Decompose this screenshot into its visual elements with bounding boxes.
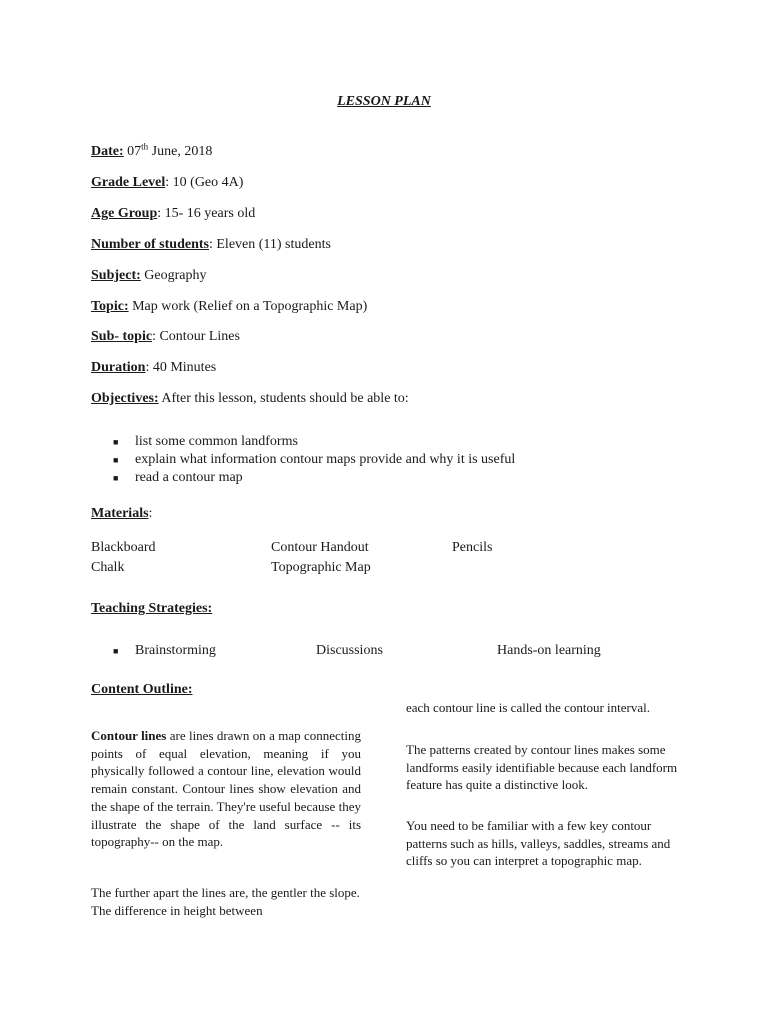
subject-label: Subject:	[91, 268, 141, 283]
date-field	[91, 143, 212, 161]
materials-label: Materials	[91, 506, 149, 521]
subject-value: Geography	[140, 268, 207, 283]
objectives-field	[91, 390, 409, 408]
content-paragraph: The further apart the lines are, the gentler the slope. The difference in height between	[91, 885, 360, 918]
content-paragraph: You need to be familiar with a few key contour patterns such as hills, valleys, saddles, streams and cliffs so you can interpret a topographic map.	[406, 818, 671, 869]
number-of-students-label: Number of students	[91, 237, 209, 252]
materials-heading	[91, 505, 152, 523]
material-item: Chalk	[91, 560, 125, 575]
material-item: Topographic Map	[271, 560, 371, 575]
strategy-item: Hands-on learning	[497, 643, 601, 658]
page-title: LESSON PLAN	[337, 94, 431, 109]
list-item-text: list some common landforms	[135, 434, 298, 449]
objectives-intro: After this lesson, students should be able to:	[158, 391, 409, 406]
date-label: Date:	[91, 144, 124, 159]
date-suffix: th	[141, 141, 149, 152]
subject-field	[91, 267, 206, 285]
bullet-icon: ■	[113, 473, 119, 483]
material-item: Blackboard	[91, 540, 156, 555]
grade-level-value: : 10 (Geo 4A)	[165, 175, 244, 190]
material-item: Pencils	[452, 540, 493, 555]
grade-level-field	[91, 174, 243, 192]
teaching-strategies-label: Teaching Strategies:	[91, 601, 213, 616]
contour-lines-term: Contour lines	[91, 728, 167, 743]
topic-label: Topic:	[91, 299, 129, 314]
objectives-label: Objectives:	[91, 391, 159, 406]
duration-value: : 40 Minutes	[145, 360, 217, 375]
content-paragraph: The patterns created by contour lines makes some landforms easily identifiable because each landform feature has quite a distinctive look.	[406, 742, 678, 793]
content-paragraph: each contour line is called the contour interval.	[406, 700, 651, 715]
content-outline-heading	[91, 681, 193, 699]
duration-label: Duration	[91, 360, 146, 375]
sub-topic-label: Sub- topic	[91, 329, 153, 344]
strategy-item: Discussions	[316, 643, 383, 658]
sub-topic-field	[91, 328, 240, 346]
duration-field	[91, 359, 216, 377]
bullet-icon: ■	[113, 646, 119, 656]
date-day: 07	[123, 144, 142, 159]
bullet-icon: ■	[113, 455, 119, 465]
teaching-strategies-heading	[91, 600, 212, 618]
topic-value: Map work (Relief on a Topographic Map)	[128, 299, 368, 314]
date-rest: June, 2018	[148, 144, 213, 159]
materials-colon: :	[148, 506, 153, 521]
content-outline-label: Content Outline:	[91, 682, 193, 697]
number-of-students-value: : Eleven (11) students	[208, 237, 331, 252]
material-item: Contour Handout	[271, 540, 369, 555]
sub-topic-value: : Contour Lines	[152, 329, 240, 344]
number-of-students-field	[91, 236, 331, 254]
list-item-text: explain what information contour maps provide and why it is useful	[135, 452, 516, 467]
list-item-text: read a contour map	[135, 470, 243, 485]
strategy-item: Brainstorming	[135, 643, 216, 658]
age-group-label: Age Group	[91, 206, 158, 221]
age-group-field	[91, 205, 255, 223]
topic-field	[91, 298, 367, 316]
age-group-value: : 15- 16 years old	[157, 206, 256, 221]
bullet-icon: ■	[113, 437, 119, 447]
contour-lines-definition: are lines drawn on a map connecting points of equal elevation, meaning if you physically followed a contour line, elevation would remain constant. Contour lines show elevation and the shape of the terrain. They're useful because they illustrate the shape of the land surface -- its topography-- on the map.	[91, 728, 361, 850]
grade-level-label: Grade Level	[91, 175, 166, 190]
content-paragraph	[91, 727, 361, 851]
